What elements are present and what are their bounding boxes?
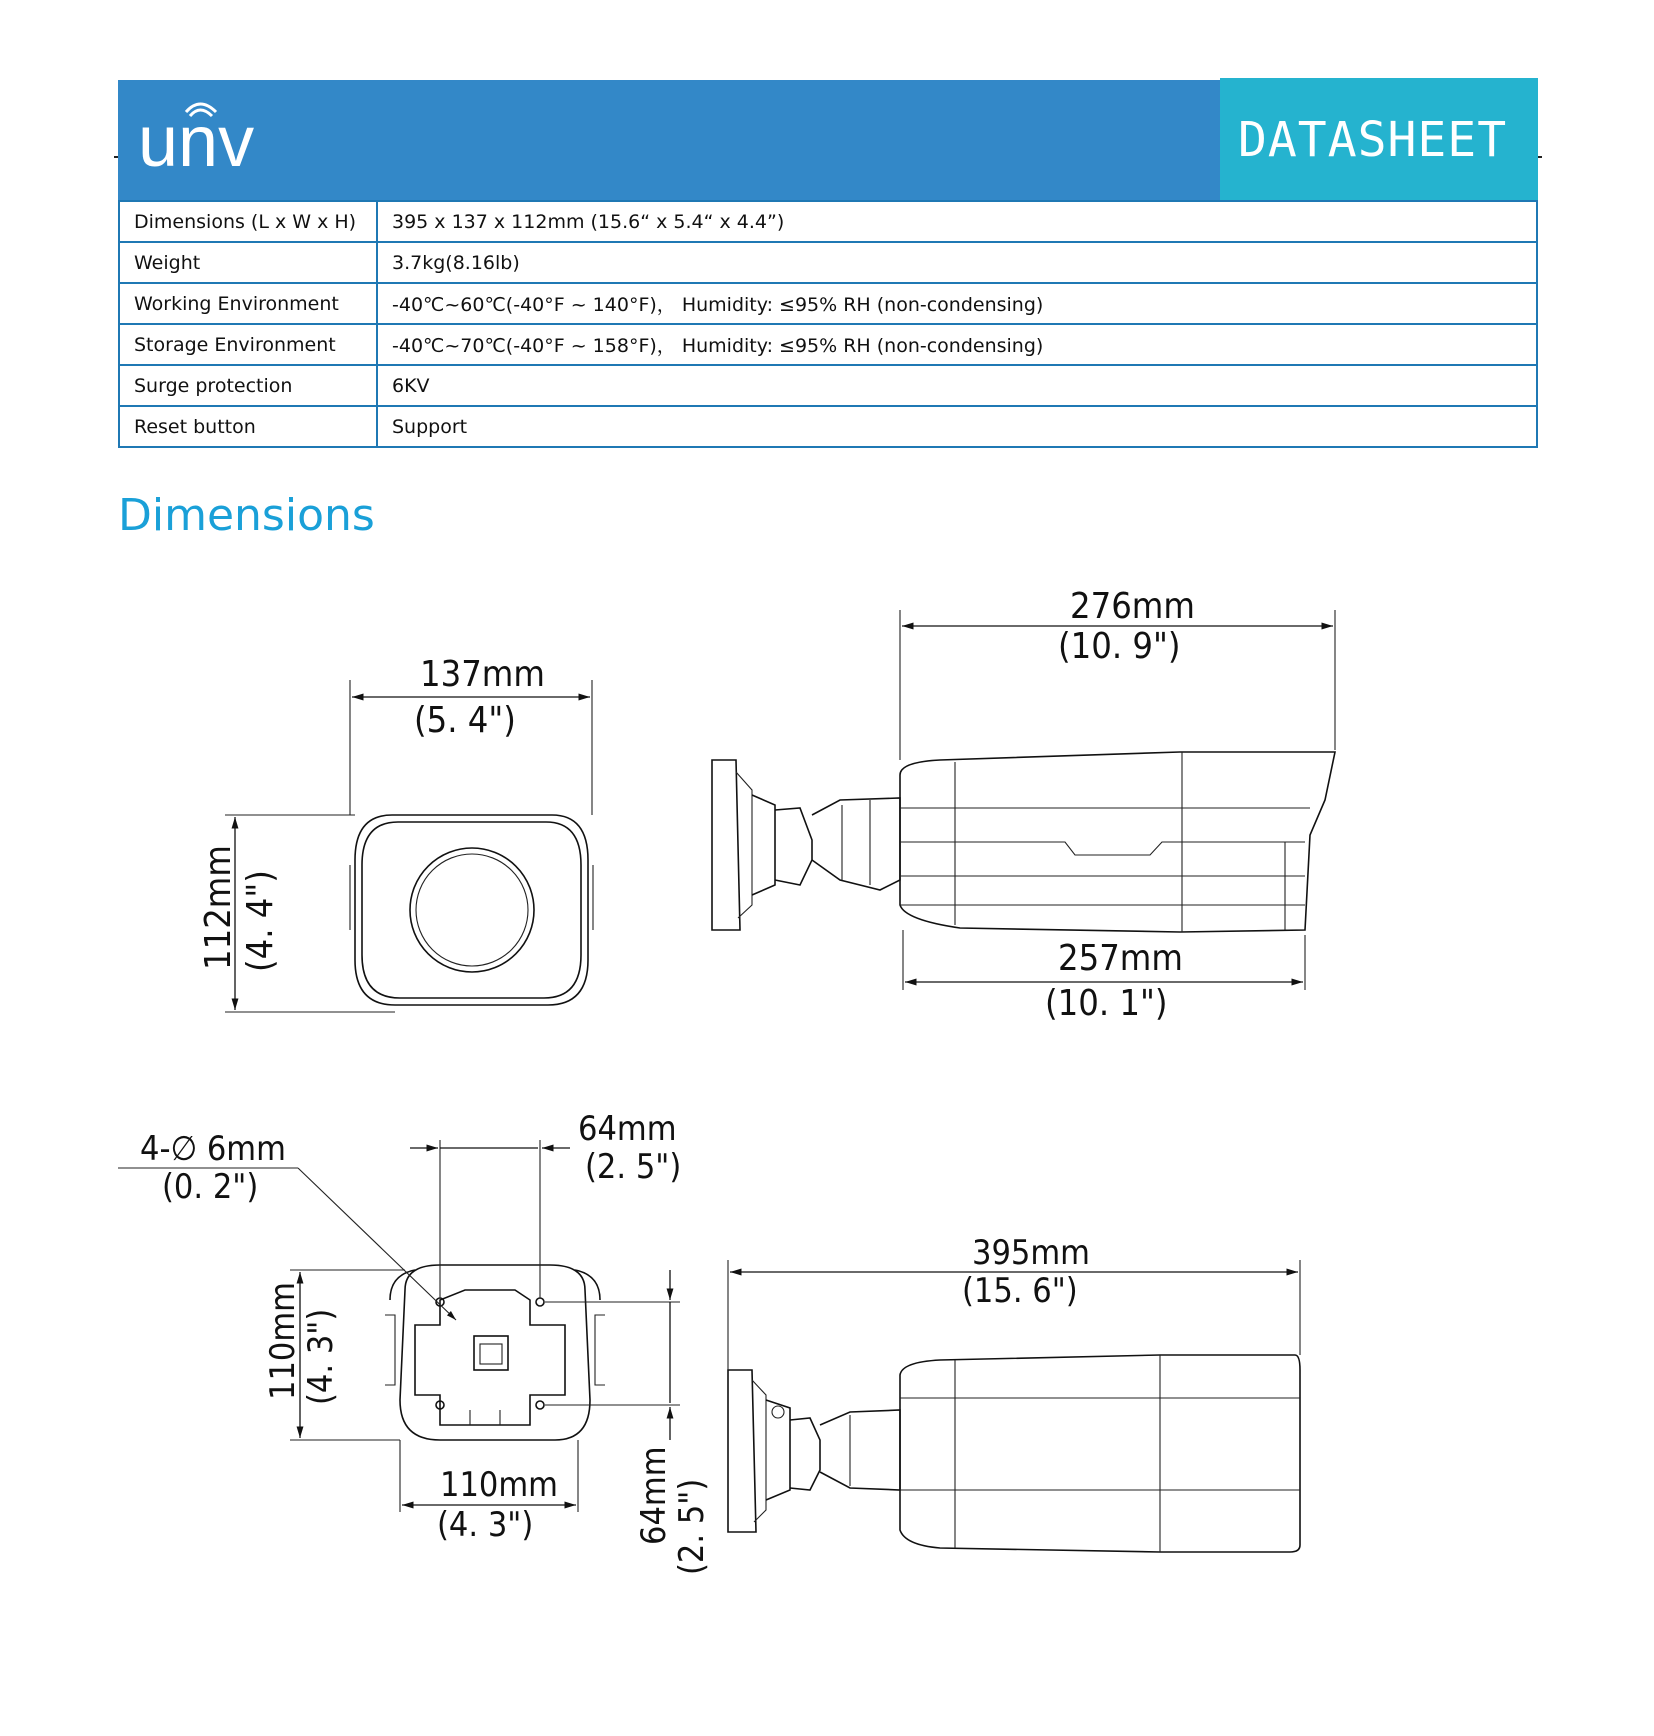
base-view bbox=[118, 1109, 712, 1575]
spec-value: 6KV bbox=[377, 365, 1537, 406]
spec-label: Storage Environment bbox=[119, 324, 377, 365]
dim-front-height-in: (4. 4") bbox=[240, 870, 281, 972]
dim-base-height-in: (4. 3") bbox=[301, 1308, 341, 1405]
section-title: Dimensions bbox=[118, 490, 375, 541]
spec-value: -40℃~70℃(-40°F ~ 158°F)， Humidity: ≤95% RH (non-condensing) bbox=[377, 324, 1537, 365]
spec-value: Support bbox=[377, 406, 1537, 447]
dim-side-top-in: (10. 9") bbox=[1058, 626, 1181, 667]
dim-side-bottom-in: (10. 1") bbox=[1045, 983, 1168, 1024]
spec-value: 395 x 137 x 112mm (15.6“ x 5.4“ x 4.4”) bbox=[377, 201, 1537, 242]
dim-base-vert-in: (2. 5") bbox=[672, 1478, 712, 1575]
dim-base-width-mm: 110mm bbox=[440, 1465, 558, 1505]
dim-front-width-mm: 137mm bbox=[420, 654, 545, 695]
dim-base-vert-mm: 64mm bbox=[634, 1446, 674, 1545]
datasheet-label: DATASHEET bbox=[1238, 112, 1508, 168]
spec-label: Dimensions (L x W x H) bbox=[119, 201, 377, 242]
dim-side-top-mm: 276mm bbox=[1070, 586, 1195, 627]
dim-base-width-in: (4. 3") bbox=[437, 1505, 534, 1545]
spec-label: Surge protection bbox=[119, 365, 377, 406]
spec-label: Working Environment bbox=[119, 283, 377, 324]
dim-front-height-mm: 112mm bbox=[198, 845, 239, 970]
long-side-view bbox=[728, 1233, 1300, 1552]
spec-value: -40℃~60℃(-40°F ~ 140°F)， Humidity: ≤95% RH (non-condensing) bbox=[377, 283, 1537, 324]
dim-base-height-mm: 110mm bbox=[263, 1282, 303, 1400]
dim-front-width-in: (5. 4") bbox=[414, 700, 516, 741]
dim-hole-in: (0. 2") bbox=[162, 1167, 259, 1207]
dim-hole-mm: 4-∅ 6mm bbox=[140, 1129, 286, 1169]
spec-value: 3.7kg(8.16lb) bbox=[377, 242, 1537, 283]
spec-label: Weight bbox=[119, 242, 377, 283]
dim-total-mm: 395mm bbox=[972, 1233, 1090, 1273]
dim-total-in: (15. 6") bbox=[962, 1271, 1078, 1311]
front-view bbox=[198, 654, 593, 1012]
dim-hole-spacing-mm: 64mm bbox=[578, 1109, 677, 1149]
dim-hole-spacing-in: (2. 5") bbox=[585, 1147, 682, 1187]
svg-text:unv: unv bbox=[138, 102, 255, 182]
dim-side-bottom-mm: 257mm bbox=[1058, 938, 1183, 979]
side-view bbox=[712, 586, 1335, 1024]
spec-label: Reset button bbox=[119, 406, 377, 447]
